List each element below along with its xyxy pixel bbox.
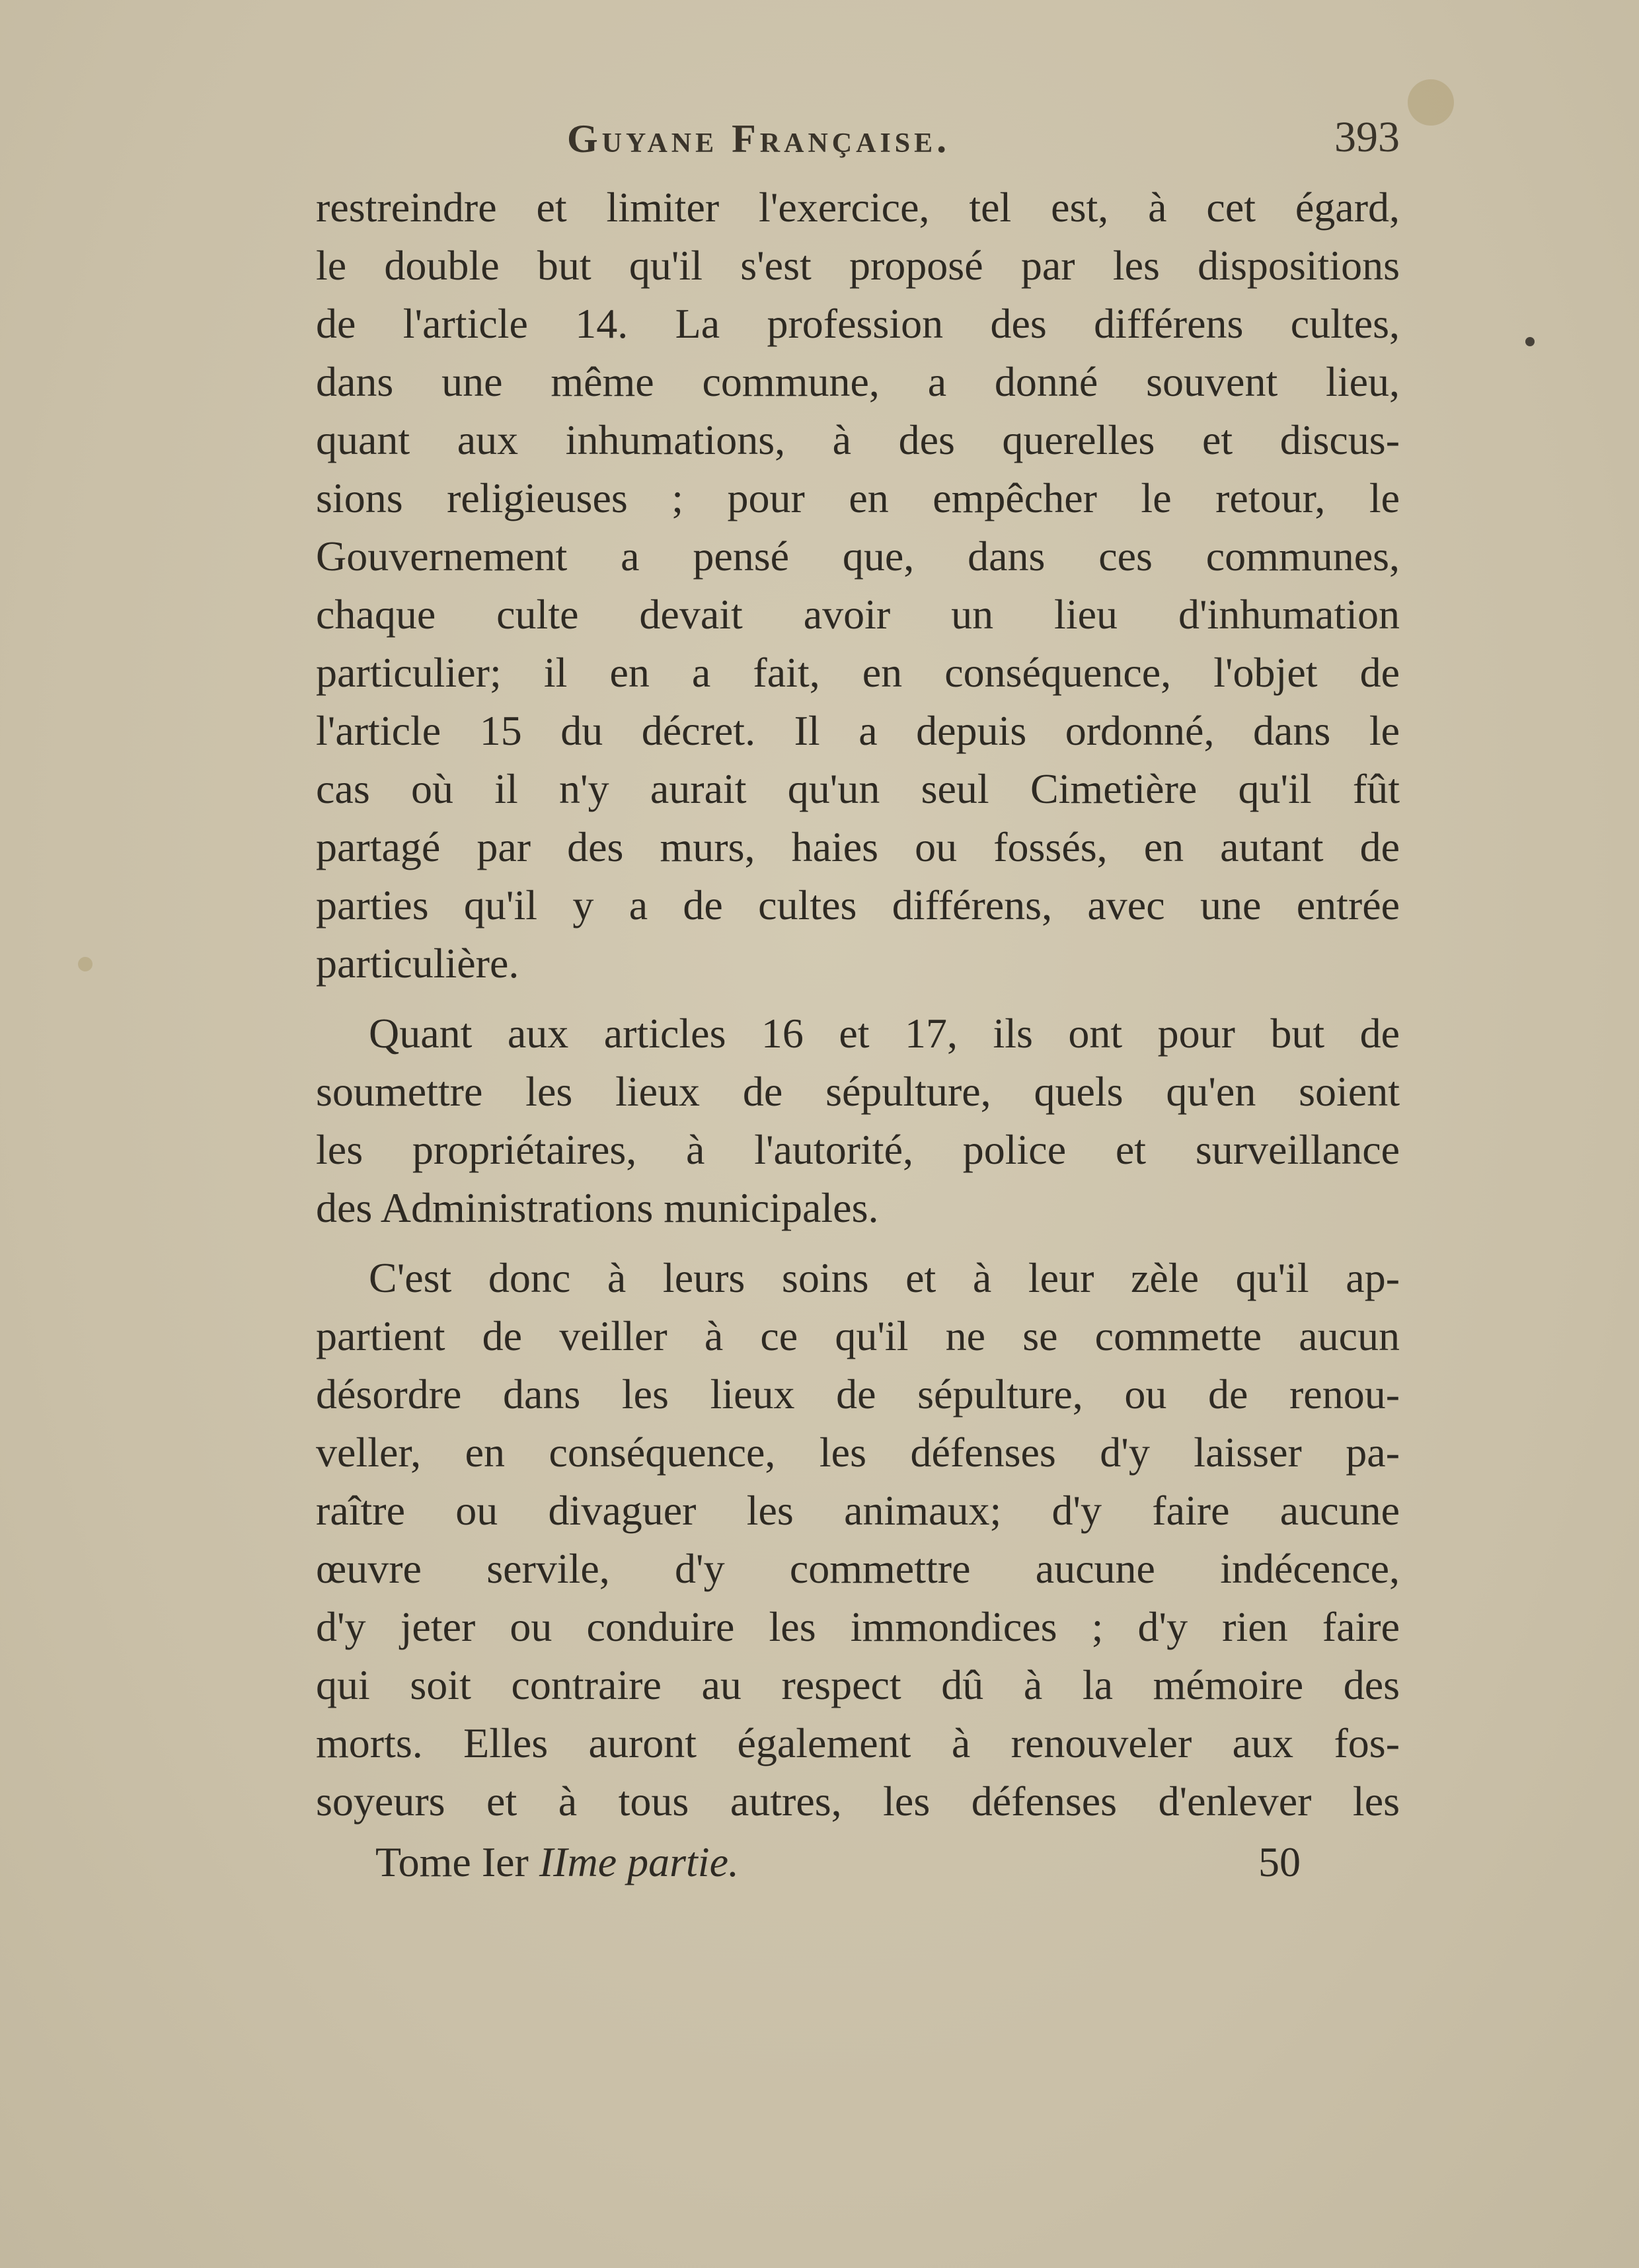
text-line: morts. Elles auront également à renouveler aux fos-: [316, 1720, 1400, 1766]
part-label: IIme partie.: [539, 1838, 739, 1885]
text-line: partient de veiller à ce qu'il ne se commette aucun: [316, 1312, 1400, 1359]
text-line: d'y jeter ou conduire les immondices ; d'y rien faire: [316, 1603, 1400, 1650]
paragraph-gap: [316, 1237, 1400, 1249]
text-line: cas où il n'y aurait qu'un seul Cimetière qu'il fût: [316, 765, 1400, 812]
text-line: partagé par des murs, haies ou fossés, en autant de: [316, 823, 1400, 870]
text-line: Quant aux articles 16 et 17, ils ont pour but de: [369, 1010, 1400, 1057]
text-line: Gouvernement a pensé que, dans ces communes,: [316, 533, 1400, 580]
text-line: sions religieuses ; pour en empêcher le retour, le: [316, 474, 1400, 521]
page-number: 393: [1334, 113, 1400, 161]
paragraph-3: [316, 1249, 1400, 1831]
paper-stain: [1525, 337, 1535, 346]
text-line: raître ou divaguer les animaux; d'y faire aucune: [316, 1487, 1400, 1534]
signature-mark: 50: [1258, 1838, 1301, 1885]
text-line: le double but qu'il s'est proposé par les dispositions: [316, 242, 1400, 289]
paragraph-1: [316, 178, 1400, 993]
text-line: de l'article 14. La profession des différens cultes,: [316, 300, 1400, 347]
text-line: qui soit contraire au respect dû à la mémoire des: [316, 1661, 1400, 1708]
paragraph-2: [316, 1004, 1400, 1237]
running-head: [316, 112, 1400, 178]
volume-part: [375, 1833, 739, 1891]
running-title: Guyane Française.: [567, 117, 951, 161]
text-line: l'article 15 du décret. Il a depuis ordonné, dans le: [316, 707, 1400, 754]
text-line: C'est donc à leurs soins et à leur zèle qu'il ap-: [369, 1254, 1400, 1301]
paragraph-gap: [316, 993, 1400, 1004]
signature-line: [316, 1833, 1400, 1899]
text-line: quant aux inhumations, à des querelles et discus-: [316, 416, 1400, 463]
text-block: [316, 112, 1400, 1899]
paper-stain: [78, 957, 93, 971]
text-line: désordre dans les lieux de sépulture, ou de renou-: [316, 1371, 1400, 1418]
text-line: soumettre les lieux de sépulture, quels qu'en soient: [316, 1068, 1400, 1115]
text-line: œuvre servile, d'y commettre aucune indécence,: [316, 1545, 1400, 1592]
text-line: chaque culte devait avoir un lieu d'inhumation: [316, 591, 1400, 638]
text-line: veller, en conséquence, les défenses d'y laisser pa-: [316, 1429, 1400, 1476]
text-line: soyeurs et à tous autres, les défenses d'enlever les: [316, 1778, 1400, 1825]
text-line: dans une même commune, a donné souvent lieu,: [316, 358, 1400, 405]
text-line: particulier; il en a fait, en conséquence, l'objet de: [316, 649, 1400, 696]
paper-stain: [1408, 79, 1454, 126]
text-line: restreindre et limiter l'exercice, tel est, à cet égard,: [316, 184, 1400, 231]
text-line: des Administrations municipales.: [316, 1184, 879, 1231]
volume-label: Tome Ier: [375, 1838, 529, 1885]
text-line: les propriétaires, à l'autorité, police et surveillance: [316, 1126, 1400, 1173]
text-line: particulière.: [316, 940, 519, 987]
text-line: parties qu'il y a de cultes différens, avec une entrée: [316, 882, 1400, 928]
